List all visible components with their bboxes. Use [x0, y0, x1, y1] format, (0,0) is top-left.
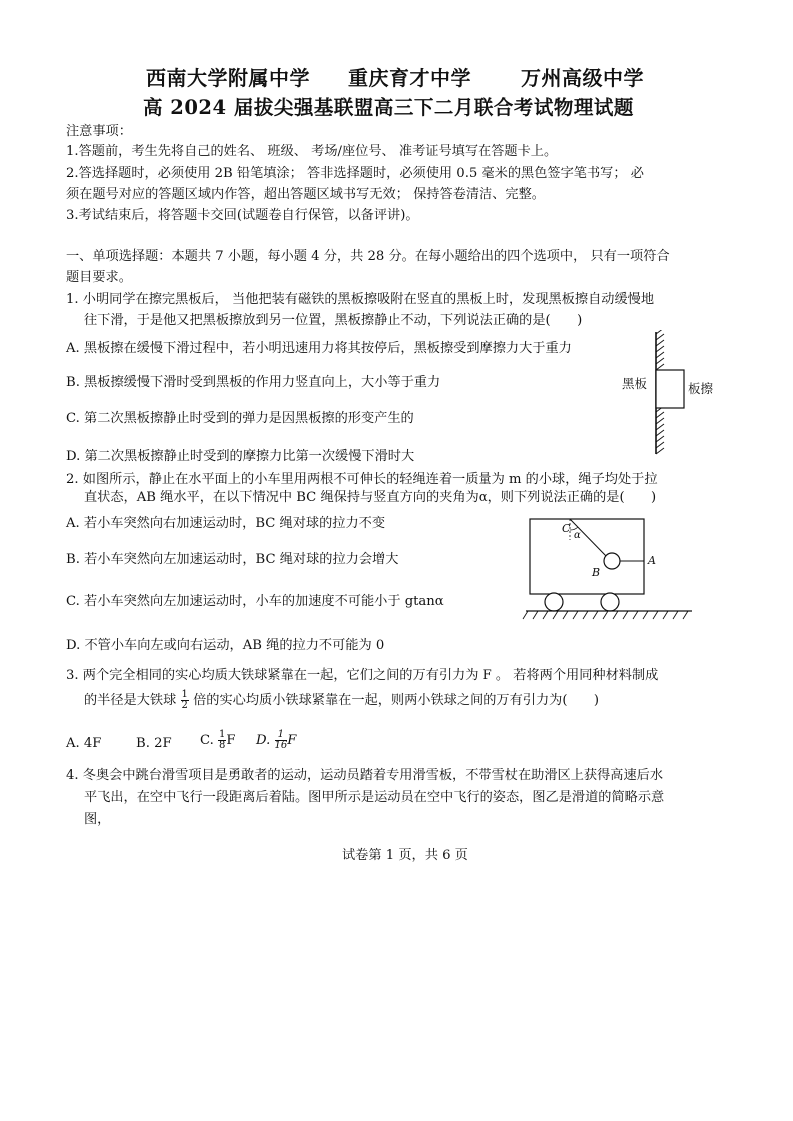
q1-option-b: B. 黑板擦缓慢下滑时受到黑板的作用力竖直向上，大小等于重力	[66, 375, 441, 390]
notice-item-1: 1.答题前，考生先将自己的姓名、 班级、 考场/座位号、 准考证号填写在答题卡上。	[66, 144, 558, 159]
q1-option-c: C. 第二次黑板擦静止时受到的弹力是因黑板擦的形变产生的	[66, 411, 414, 426]
q3-option-d-num: 1	[275, 730, 288, 741]
q4-stem-line-3: 图，	[84, 812, 111, 827]
notice-item-2-line-1: 2.答选择题时，必须使用 2B 铅笔填涂； 答非选择题时，必须使用 0.5 毫米的黑色签字笔书写； 必	[66, 166, 644, 181]
q3-fraction-half	[181, 690, 189, 711]
school-name-2: 重庆育才中学	[348, 66, 471, 90]
section-heading-line-1: 一、单项选择题：本题共 7 小题，每小题 4 分，共 28 分。在每小题给出的四个选项中， 只有一项符合	[66, 249, 670, 264]
q3-fraction-num: 1	[181, 689, 188, 700]
q2-option-a: A. 若小车突然向右加速运动时，BC 绳对球的拉力不变	[66, 516, 386, 531]
q1-stem-line-1: 1. 小明同学在擦完黑板后， 当他把装有磁铁的黑板擦吸附在竖直的黑板上时，发现黑板擦自动缓慢地	[66, 292, 655, 307]
q2-option-d: D. 不管小车向左或向右运动，AB 绳的拉力不可能为 0	[66, 638, 385, 653]
q3-stem-line-2-suffix: 倍的实心均质小铁球紧靠在一起，则两小铁球之间的万有引力为( )	[193, 693, 600, 708]
section-heading-line-2: 题目要求。	[66, 270, 132, 285]
q2-figure-label-alpha: α	[574, 530, 581, 541]
q3-option-d-label: D.	[256, 733, 271, 748]
q1-stem-line-2: 往下滑，于是他又把黑板擦放到另一位置，黑板擦静止不动，下列说法正确的是( )	[84, 313, 583, 328]
q3-option-b: B. 2F	[136, 736, 172, 751]
q2-figure-label-c: C	[562, 522, 571, 535]
q3-stem-line-2-prefix: 的半径是大铁球	[84, 693, 177, 708]
q3-stem-line-2	[84, 690, 599, 711]
q3-option-d-den: 16	[274, 740, 288, 751]
q3-option-a: A. 4F	[66, 736, 102, 751]
q2-figure-label-a: A	[648, 554, 656, 567]
q1-option-a: A. 黑板擦在缓慢下滑过程中，若小明迅速用力将其按停后，黑板擦受到摩擦力大于重力	[66, 341, 572, 356]
q1-figure-label-board: 黑板	[622, 376, 648, 391]
q3-option-c-den: 8	[219, 740, 226, 751]
q2-figure-label-b: B	[592, 566, 601, 579]
q4-stem-line-2: 平飞出，在空中飞行一段距离后着陆。图甲所示是运动员在空中飞行的姿态，图乙是滑道的简略示意	[84, 790, 665, 805]
q2-figure	[522, 516, 702, 624]
q3-option-d-unit: F	[287, 733, 297, 748]
exam-title: 高 2024 届拔尖强基联盟高三下二月联合考试物理试题	[143, 96, 634, 119]
q3-stem-line-1: 3. 两个完全相同的实心均质大铁球紧靠在一起，它们之间的万有引力为 F 。 若将两个用同种材料制成	[66, 668, 659, 683]
q1-figure	[618, 330, 718, 456]
q3-option-c-num: 1	[219, 729, 226, 740]
q2-stem-line-1: 2. 如图所示，静止在水平面上的小车里用两根不可伸长的轻绳连着一质量为 m 的小球，绳子均处于拉	[66, 472, 658, 487]
q3-option-c-label: C.	[200, 733, 214, 748]
q2-option-b: B. 若小车突然向左加速运动时，BC 绳对球的拉力会增大	[66, 552, 399, 567]
notice-item-3: 3.考试结束后，将答题卡交回(试题卷自行保管，以备评讲)。	[66, 208, 419, 223]
q4-stem-line-1: 4. 冬奥会中跳台滑雪项目是勇敢者的运动，运动员踏着专用滑雪板，不带雪杖在助滑区上获得高速后水	[66, 768, 664, 783]
q1-option-d: D. 第二次黑板擦静止时受到的摩擦力比第一次缓慢下滑时大	[66, 449, 415, 464]
school-name-3: 万州高级中学	[521, 66, 644, 90]
q3-fraction-den: 2	[181, 700, 188, 711]
school-name-1: 西南大学附属中学	[146, 66, 310, 90]
q3-option-c	[200, 730, 236, 751]
q3-option-c-unit: F	[226, 733, 236, 748]
notice-item-2-line-2: 须在题号对应的答题区域内作答，超出答题区域书写无效； 保持答卷清洁、完整。	[66, 187, 545, 202]
q1-figure-label-eraser: 板擦	[688, 381, 714, 396]
q2-option-c: C. 若小车突然向左加速运动时，小车的加速度不可能小于 gtanα	[66, 594, 444, 609]
page-footer: 试卷第 1 页，共 6 页	[342, 848, 468, 863]
q3-option-d	[256, 730, 296, 751]
q3-option-d-fraction	[275, 730, 288, 751]
notice-heading: 注意事项：	[66, 124, 132, 139]
q2-stem-line-2: 直状态，AB 绳水平，在以下情况中 BC 绳保持与竖直方向的夹角为α，则下列说法正确的是( )	[84, 490, 657, 505]
